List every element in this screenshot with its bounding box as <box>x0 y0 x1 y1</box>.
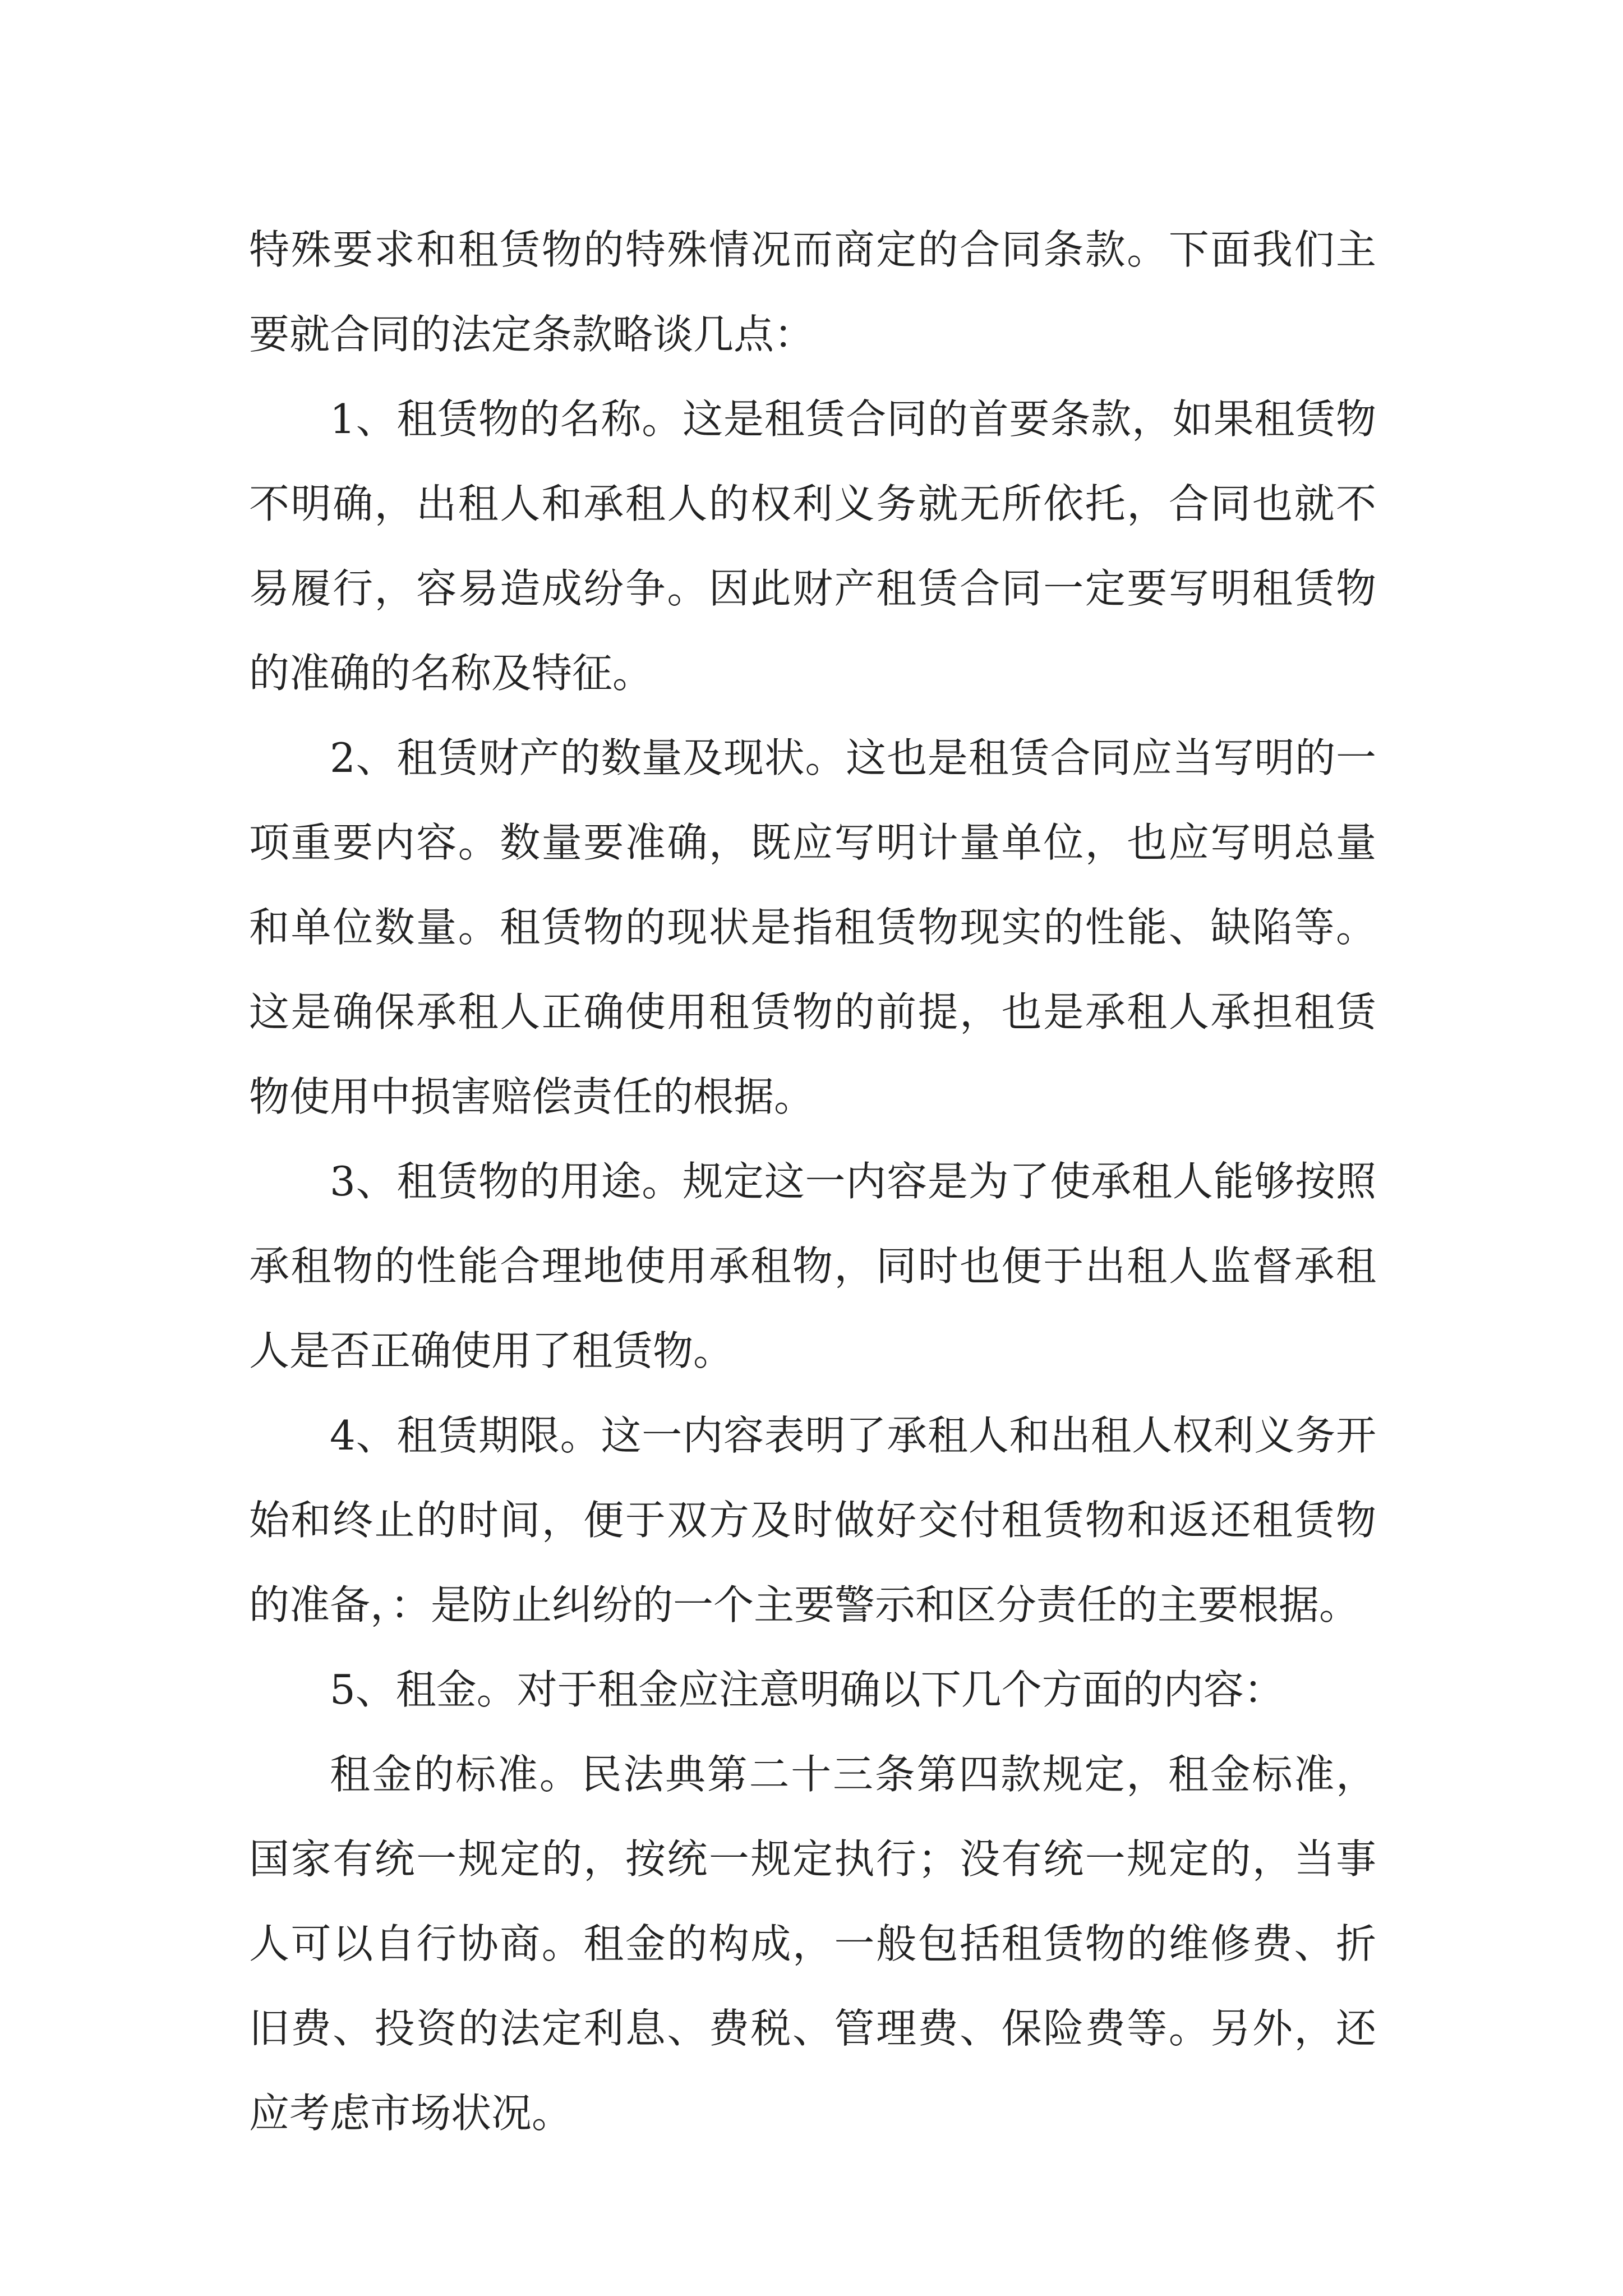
paragraph-item-2-quantity: 2、租赁财产的数量及现状。这也是租赁合同应当写明的一项重要内容。数量要准确，既应写明计量单位，也应写明总量和单位数量。租赁物的现状是指租赁物现实的性能、缺陷等。这是确保承租人正确使用租赁物的前提，也是承租人承担租赁物使用中损害赔偿责任的根据。 <box>249 734 1376 1120</box>
document-body <box>249 208 1376 2156</box>
paragraph-item-1-name: 1、租赁物的名称。这是租赁合同的首要条款，如果租赁物不明确，出租人和承租人的权利义务就无所依托，合同也就不易履行，容易造成纷争。因此财产租赁合同一定要写明租赁物的准确的名称及特征。 <box>249 395 1376 697</box>
paragraph-intro: 特殊要求和租赁物的特殊情况而商定的合同条款。下面我们主要就合同的法定条款略谈几点： <box>249 226 1376 358</box>
paragraph-item-4-term: 4、租赁期限。这一内容表明了承租人和出租人权利义务开始和终止的时间，便于双方及时做好交付租赁物和返还租赁物的准备，：是防止纠纷的一个主要警示和区分责任的主要根据。 <box>249 1412 1376 1628</box>
paragraph-item-5-rent: 5、租金。对于租金应注意明确以下几个方面的内容： <box>330 1666 1284 1713</box>
paragraph-rent-standard: 租金的标准。民法典第二十三条第四款规定，租金标准，国家有统一规定的，按统一规定执行；没有统一规定的，当事人可以自行协商。租金的构成，一般包括租赁物的维修费、折旧费、投资的法定利息、费税、管理费、保险费等。另外，还应考虑市场状况。 <box>249 1751 1376 2137</box>
paragraph-item-3-purpose: 3、租赁物的用途。规定这一内容是为了使承租人能够按照承租物的性能合理地使用承租物，同时也便于出租人监督承租人是否正确使用了租赁物。 <box>249 1158 1376 1374</box>
